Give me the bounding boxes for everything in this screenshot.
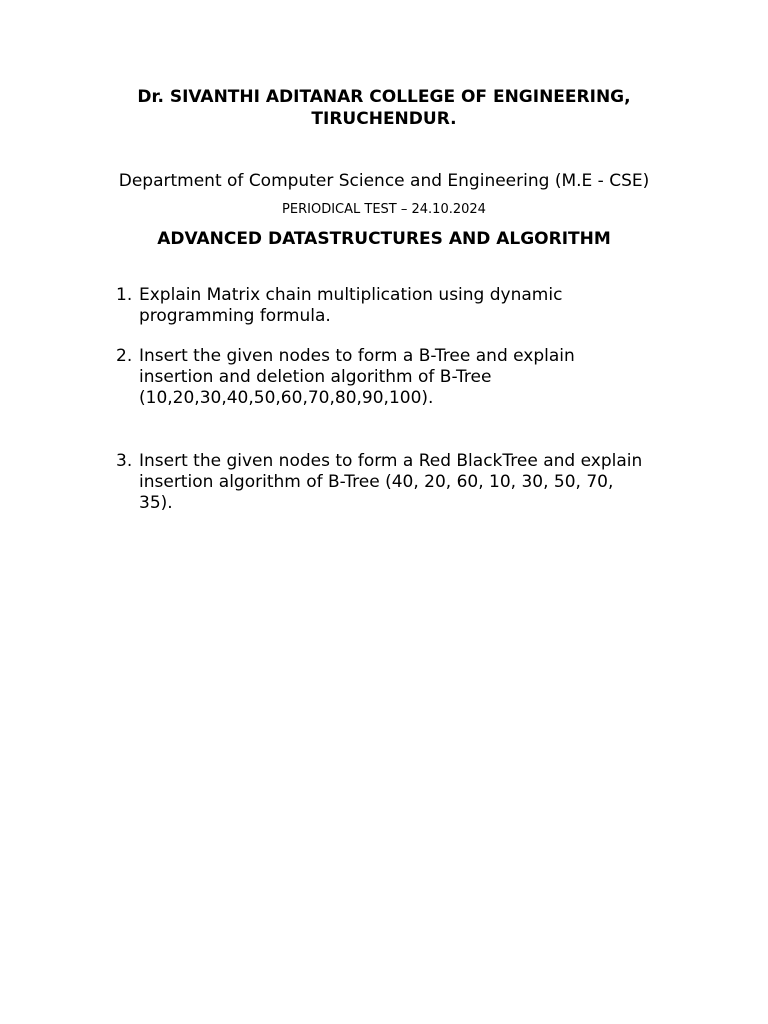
college-name-line2: TIRUCHENDUR.	[311, 109, 457, 129]
question-item-3	[110, 451, 690, 514]
test-title: PERIODICAL TEST – 24.10.2024	[282, 202, 486, 217]
question-text: Insert the given nodes to form a B-Tree and explain insertion and deletion algorithm of B-Tree (10,20,30,40,50,60,70,80,90,100).	[139, 346, 575, 408]
question-item-1	[110, 285, 690, 327]
question-number: 1.	[116, 285, 133, 305]
college-name-line1: Dr. SIVANTHI ADITANAR COLLEGE OF ENGINEERING,	[137, 87, 631, 107]
question-text: Explain Matrix chain multiplication using dynamic programming formula.	[139, 285, 563, 326]
department-name: Department of Computer Science and Engineering (M.E - CSE)	[118, 171, 650, 191]
question-item-2	[110, 346, 690, 409]
question-number: 3.	[116, 451, 133, 471]
subject-title: ADVANCED DATASTRUCTURES AND ALGORITHM	[157, 229, 611, 249]
college-name	[84, 86, 684, 130]
question-text: Insert the given nodes to form a Red BlackTree and explain insertion algorithm of B-Tree (40, 20, 60, 10, 30, 50, 70, 35).	[139, 451, 643, 513]
question-number: 2.	[116, 346, 133, 366]
